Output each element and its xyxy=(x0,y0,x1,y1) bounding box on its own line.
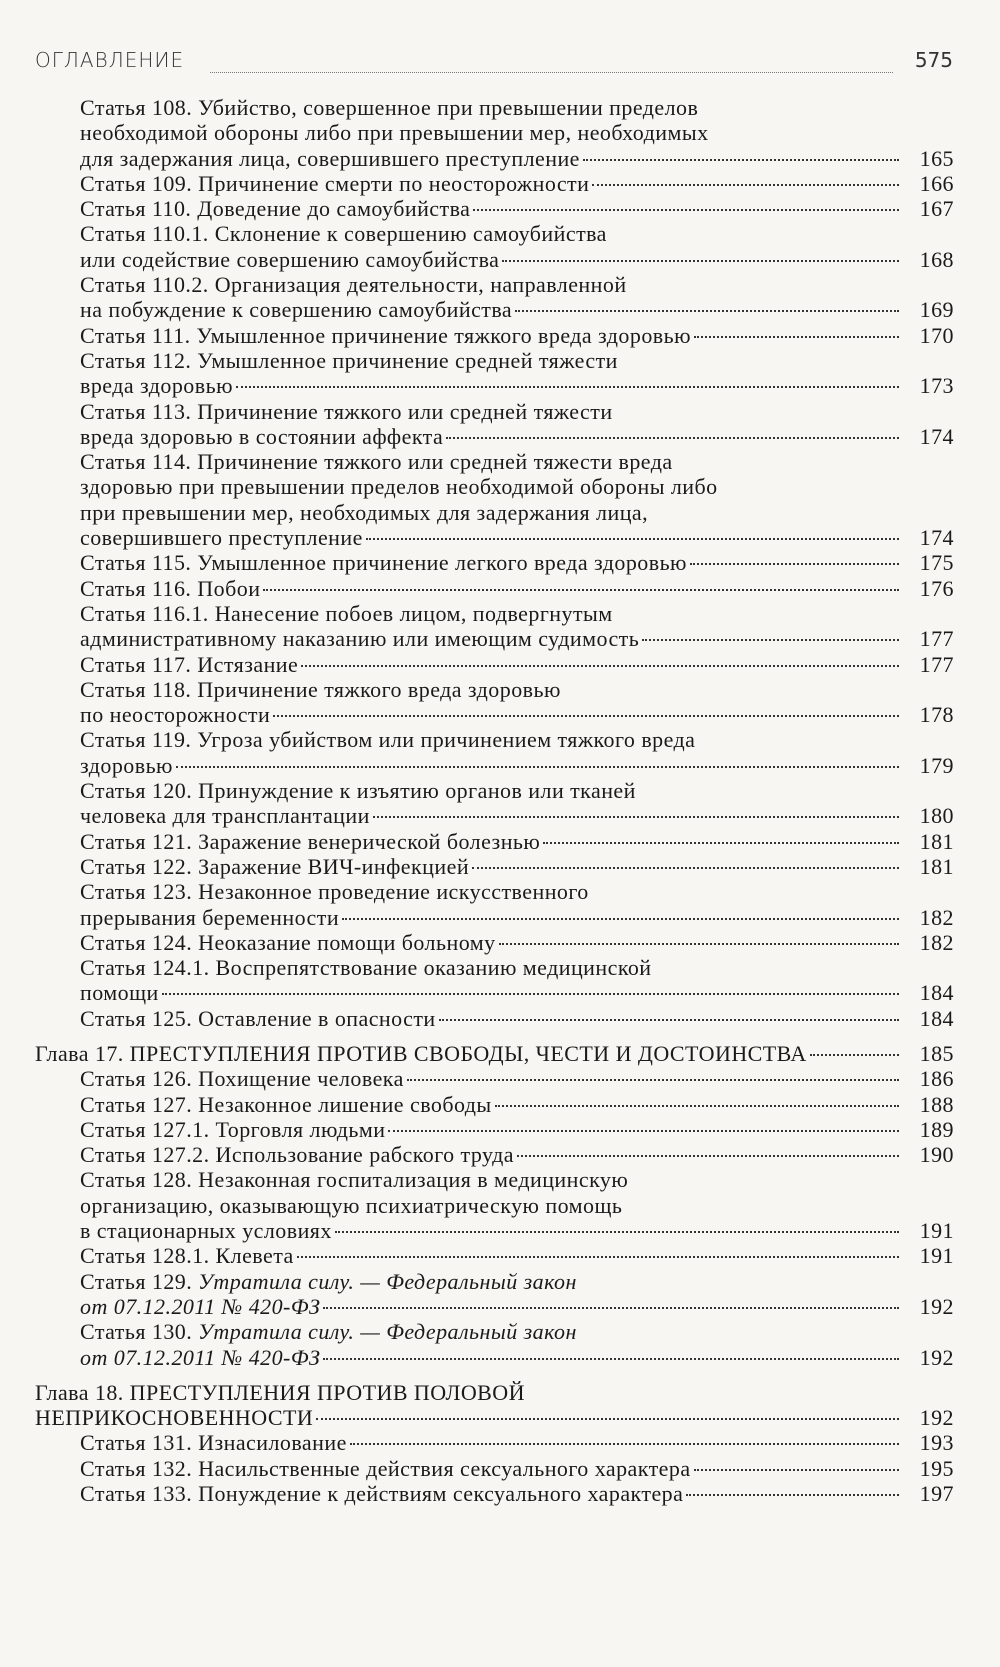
toc-article-entry[interactable] xyxy=(80,348,954,399)
toc-entry-text: Статья 109. Причинение смерти по неосторожности xyxy=(80,170,590,196)
dot-leader xyxy=(162,993,899,995)
toc-chapter-entry[interactable] xyxy=(35,1041,954,1066)
toc-entry-text: Статья 110.1. Склонение к совершению самоубийства xyxy=(80,221,607,247)
toc-entry-text: от 07.12.2011 № 420-ФЗ xyxy=(80,1293,321,1319)
toc-article-entry[interactable] xyxy=(80,1066,954,1091)
toc-entry-text: Статья 115. Умышленное причинение легкого вреда здоровью xyxy=(80,550,687,576)
toc-page-number: 186 xyxy=(919,1066,954,1092)
toc-entry-text: здоровью xyxy=(80,752,173,778)
toc-entry-line xyxy=(80,1193,902,1218)
toc-entry-text: прерывания беременности xyxy=(80,904,340,930)
toc-article-entry[interactable] xyxy=(80,1167,954,1243)
toc-page-number: 166 xyxy=(919,170,954,196)
toc-entry-line xyxy=(80,500,902,525)
toc-article-entry[interactable] xyxy=(80,930,954,955)
toc-entry-line xyxy=(80,348,902,373)
toc-entry-text: Статья 124.1. Воспрепятствование оказанию медицинской xyxy=(80,955,652,981)
toc-entry-text: Статья 110.2. Организация деятельности, направленной xyxy=(80,272,627,298)
toc-entry-line xyxy=(80,930,902,955)
toc-page-number: 174 xyxy=(919,525,954,551)
toc-entry-line xyxy=(80,601,902,626)
dot-leader xyxy=(316,1418,899,1420)
dot-leader xyxy=(301,665,899,667)
toc-entry-text: Глава 17. ПРЕСТУПЛЕНИЯ ПРОТИВ СВОБОДЫ, ЧЕСТИ И ДОСТОИНСТВА xyxy=(35,1040,807,1066)
toc-entry-text: административному наказанию или имеющим судимость xyxy=(80,626,640,652)
toc-article-entry[interactable] xyxy=(80,171,954,196)
toc-article-entry[interactable] xyxy=(80,399,954,450)
toc-entry-text: Статья 132. Насильственные действия сексуального характера xyxy=(80,1455,691,1481)
toc-entry-text: Статья 110. Доведение до самоубийства xyxy=(80,196,471,222)
dot-leader xyxy=(694,1469,899,1471)
toc-entry-text: Утратила силу. — Федеральный закон xyxy=(198,1319,577,1345)
toc-page-number: 188 xyxy=(919,1091,954,1117)
toc-article-entry[interactable] xyxy=(80,1092,954,1117)
page-header xyxy=(35,44,953,80)
dot-leader xyxy=(176,766,899,768)
dot-leader xyxy=(543,842,899,844)
toc-article-entry[interactable] xyxy=(80,727,954,778)
toc-entry-text: НЕПРИКОСНОВЕННОСТИ xyxy=(35,1405,314,1431)
toc-entry-line xyxy=(80,955,902,980)
toc-entry-line xyxy=(80,1481,902,1506)
toc-page-number: 169 xyxy=(919,297,954,323)
toc-entry-line xyxy=(35,1380,902,1405)
toc-page-number: 191 xyxy=(919,1243,954,1269)
toc-entry-line xyxy=(80,803,902,828)
toc-chapter-entry[interactable] xyxy=(35,1380,954,1431)
toc-entry-line xyxy=(80,95,902,120)
toc-entry-text: Статья 119. Угроза убийством или причинением тяжкого вреда xyxy=(80,727,696,753)
toc-article-entry[interactable] xyxy=(80,550,954,575)
toc-entry-line xyxy=(80,474,902,499)
table-of-contents xyxy=(0,95,1000,1506)
toc-page-number: 192 xyxy=(919,1405,954,1431)
toc-article-entry[interactable] xyxy=(80,221,954,272)
toc-entry-line xyxy=(80,753,902,778)
dot-leader xyxy=(642,639,899,641)
toc-article-entry[interactable] xyxy=(80,652,954,677)
dot-leader xyxy=(810,1054,899,1056)
toc-entry-text: Статья 112. Умышленное причинение средней тяжести xyxy=(80,347,618,373)
toc-entry-text: Статья 120. Принуждение к изъятию органов или тканей xyxy=(80,778,636,804)
toc-page-number: 177 xyxy=(919,626,954,652)
toc-entry-line xyxy=(80,980,902,1005)
toc-article-entry[interactable] xyxy=(80,1117,954,1142)
toc-entry-text: Статья 126. Похищение человека xyxy=(80,1066,404,1092)
toc-page-number: 179 xyxy=(919,752,954,778)
toc-entry-text: человека для трансплантации xyxy=(80,803,370,829)
toc-page-number: 193 xyxy=(919,1430,954,1456)
toc-entry-text: Статья 123. Незаконное проведение искусственного xyxy=(80,879,589,905)
dot-leader xyxy=(473,209,899,211)
toc-page-number: 195 xyxy=(919,1455,954,1481)
toc-entry-text: Статья 121. Заражение венерической болезнью xyxy=(80,828,541,854)
toc-entry-line xyxy=(80,626,902,651)
toc-entry-line xyxy=(35,1405,902,1430)
toc-article-entry[interactable] xyxy=(80,272,954,323)
dot-leader xyxy=(342,918,899,920)
toc-entry-text: Статья 114. Причинение тяжкого или средней тяжести вреда xyxy=(80,449,673,475)
toc-entry-text: Статья 127.1. Торговля людьми xyxy=(80,1116,386,1142)
toc-article-entry[interactable] xyxy=(80,1142,954,1167)
toc-page-number: 191 xyxy=(919,1218,954,1244)
toc-entry-line xyxy=(80,1243,902,1268)
toc-page-number: 178 xyxy=(919,702,954,728)
chapter-spacer xyxy=(0,1031,1000,1041)
toc-article-entry[interactable] xyxy=(80,854,954,879)
toc-entry-text: совершившего преступление xyxy=(80,525,363,551)
toc-page-number: 181 xyxy=(919,853,954,879)
toc-entry-line xyxy=(80,1430,902,1455)
toc-page-number: 182 xyxy=(919,904,954,930)
toc-entry-line xyxy=(80,677,902,702)
toc-page-number: 197 xyxy=(919,1481,954,1507)
toc-entry-line xyxy=(80,1142,902,1167)
toc-page-number: 173 xyxy=(919,373,954,399)
toc-page-number: 176 xyxy=(919,575,954,601)
dot-leader xyxy=(592,184,899,186)
toc-article-entry[interactable] xyxy=(80,955,954,1006)
header-dotted-rule xyxy=(210,72,893,73)
dot-leader xyxy=(263,589,899,591)
toc-entry-line xyxy=(80,196,902,221)
toc-article-entry[interactable] xyxy=(80,829,954,854)
dot-leader xyxy=(323,1307,899,1309)
toc-entry-line xyxy=(80,1066,902,1091)
toc-entry-text: помощи xyxy=(80,980,159,1006)
toc-entry-text: Статья 122. Заражение ВИЧ-инфекцией xyxy=(80,853,470,879)
toc-entry-text: Утратила силу. — Федеральный закон xyxy=(198,1268,577,1294)
dot-leader xyxy=(690,563,899,565)
toc-entry-line xyxy=(80,727,902,752)
toc-entry-line xyxy=(80,449,902,474)
toc-article-entry[interactable] xyxy=(80,449,954,550)
toc-entry-text: организацию, оказывающую психиатрическую помощь xyxy=(80,1192,623,1218)
toc-entry-line xyxy=(80,146,902,171)
dot-leader xyxy=(502,260,899,262)
toc-entry-text: необходимой обороны либо при превышении мер, необходимых xyxy=(80,120,709,146)
toc-entry-text: Статья 117. Истязание xyxy=(80,651,299,677)
toc-page-number: 174 xyxy=(919,423,954,449)
toc-article-entry[interactable] xyxy=(80,879,954,930)
toc-entry-text: от 07.12.2011 № 420-ФЗ xyxy=(80,1344,321,1370)
toc-article-entry[interactable] xyxy=(80,601,954,652)
toc-entry-text: здоровью при превышении пределов необходимой обороны либо xyxy=(80,474,718,500)
dot-leader xyxy=(439,1019,899,1021)
toc-entry-text: при превышении мер, необходимых для задержания лица, xyxy=(80,499,649,525)
toc-entry-line xyxy=(80,297,902,322)
dot-leader xyxy=(335,1231,899,1233)
toc-entry-line xyxy=(80,778,902,803)
toc-entry-line xyxy=(80,1092,902,1117)
dot-leader xyxy=(273,715,899,717)
toc-page-number: 189 xyxy=(919,1116,954,1142)
dot-leader xyxy=(472,867,899,869)
toc-entry-prefix: Статья 130. xyxy=(80,1319,199,1345)
toc-page-number: 180 xyxy=(919,803,954,829)
toc-entry-line xyxy=(80,323,902,348)
toc-entry-line xyxy=(80,399,902,424)
toc-entry-line xyxy=(80,879,902,904)
toc-entry-text: Статья 116. Побои xyxy=(80,575,261,601)
toc-page-number: 168 xyxy=(919,246,954,272)
toc-page-number: 165 xyxy=(919,145,954,171)
toc-entry-line xyxy=(80,550,902,575)
toc-page-number: 190 xyxy=(919,1142,954,1168)
toc-page-number: 177 xyxy=(919,651,954,677)
toc-article-entry[interactable] xyxy=(80,1269,954,1320)
page-number: 575 xyxy=(914,48,953,72)
toc-entry-line xyxy=(80,854,902,879)
dot-leader xyxy=(517,1155,899,1157)
toc-entry-line xyxy=(80,1269,902,1294)
toc-entry-line xyxy=(80,247,902,272)
toc-article-entry[interactable] xyxy=(80,1430,954,1455)
dot-leader xyxy=(515,310,899,312)
toc-entry-text: вреда здоровью xyxy=(80,373,233,399)
toc-entry-text: для задержания лица, совершившего преступление xyxy=(80,145,580,171)
toc-entry-line xyxy=(80,272,902,297)
dot-leader xyxy=(499,943,899,945)
toc-entry-line xyxy=(80,1294,902,1319)
toc-page-number: 167 xyxy=(919,196,954,222)
toc-entry-text: Статья 118. Причинение тяжкого вреда здоровью xyxy=(80,676,561,702)
dot-leader xyxy=(694,336,899,338)
toc-entry-text: вреда здоровью в состоянии аффекта xyxy=(80,423,444,449)
toc-entry-text: на побуждение к совершению самоубийства xyxy=(80,297,513,323)
toc-entry-line xyxy=(80,652,902,677)
dot-leader xyxy=(236,386,899,388)
toc-entry-text: Статья 113. Причинение тяжкого или средней тяжести xyxy=(80,398,613,424)
toc-entry-text: Статья 133. Понуждение к действиям сексуального характера xyxy=(80,1481,684,1507)
dot-leader xyxy=(446,437,899,439)
toc-entry-line xyxy=(80,1218,902,1243)
dot-leader xyxy=(583,159,899,161)
toc-entry-text: Статья 128. Незаконная госпитализация в медицинскую xyxy=(80,1167,629,1193)
toc-article-entry[interactable] xyxy=(80,323,954,348)
toc-entry-line xyxy=(80,905,902,930)
toc-entry-line xyxy=(80,576,902,601)
toc-entry-line xyxy=(35,1041,902,1066)
toc-article-entry[interactable] xyxy=(80,1456,954,1481)
toc-page-number: 192 xyxy=(919,1344,954,1370)
toc-page-number: 192 xyxy=(919,1293,954,1319)
toc-page-number: 182 xyxy=(919,929,954,955)
toc-entry-text: в стационарных условиях xyxy=(80,1218,332,1244)
chapter-spacer xyxy=(0,1370,1000,1380)
toc-entry-line xyxy=(80,702,902,727)
toc-entry-text: Статья 111. Умышленное причинение тяжкого вреда здоровью xyxy=(80,322,691,348)
dot-leader xyxy=(388,1130,899,1132)
toc-entry-line xyxy=(80,221,902,246)
toc-article-entry[interactable] xyxy=(80,1481,954,1506)
toc-page-number: 184 xyxy=(919,1005,954,1031)
toc-entry-line xyxy=(80,1006,902,1031)
toc-article-entry[interactable] xyxy=(80,1319,954,1370)
dot-leader xyxy=(323,1358,899,1360)
toc-entry-text: Глава 18. ПРЕСТУПЛЕНИЯ ПРОТИВ ПОЛОВОЙ xyxy=(35,1379,525,1405)
toc-entry-line xyxy=(80,829,902,854)
toc-entry-line xyxy=(80,373,902,398)
toc-entry-text: Статья 108. Убийство, совершенное при превышении пределов xyxy=(80,95,699,120)
toc-entry-text: Статья 127.2. Использование рабского труда xyxy=(80,1142,514,1168)
toc-page-number: 175 xyxy=(919,550,954,576)
dot-leader xyxy=(495,1105,899,1107)
toc-entry-line xyxy=(80,1117,902,1142)
toc-article-entry[interactable] xyxy=(80,576,954,601)
toc-page-number: 184 xyxy=(919,980,954,1006)
toc-entry-text: Статья 124. Неоказание помощи больному xyxy=(80,929,496,955)
running-title: ОГЛАВЛЕНИЕ xyxy=(35,48,185,72)
toc-entry-line xyxy=(80,1456,902,1481)
toc-article-entry[interactable] xyxy=(80,196,954,221)
toc-entry-prefix: Статья 129. xyxy=(80,1268,199,1294)
toc-entry-text: Статья 131. Изнасилование xyxy=(80,1430,347,1456)
toc-entry-text: по неосторожности xyxy=(80,702,271,728)
toc-article-entry[interactable] xyxy=(80,95,954,171)
dot-leader xyxy=(407,1079,899,1081)
dot-leader xyxy=(686,1494,899,1496)
dot-leader xyxy=(366,538,899,540)
toc-entry-line xyxy=(80,1319,902,1344)
dot-leader xyxy=(373,816,899,818)
toc-entry-line xyxy=(80,1345,902,1370)
toc-article-entry[interactable] xyxy=(80,677,954,728)
toc-entry-text: Статья 128.1. Клевета xyxy=(80,1243,294,1269)
toc-page-number: 185 xyxy=(919,1040,954,1066)
toc-page-number: 181 xyxy=(919,828,954,854)
toc-article-entry[interactable] xyxy=(80,778,954,829)
toc-entry-text: Статья 116.1. Нанесение побоев лицом, подвергнутым xyxy=(80,600,613,626)
toc-entry-line xyxy=(80,424,902,449)
toc-entry-text: Статья 127. Незаконное лишение свободы xyxy=(80,1091,492,1117)
dot-leader xyxy=(297,1256,899,1258)
toc-entry-line xyxy=(80,1167,902,1192)
toc-article-entry[interactable] xyxy=(80,1006,954,1031)
toc-entry-line xyxy=(80,120,902,145)
toc-article-entry[interactable] xyxy=(80,1243,954,1268)
toc-page-number: 170 xyxy=(919,322,954,348)
dot-leader xyxy=(350,1443,899,1445)
toc-entry-text: Статья 125. Оставление в опасности xyxy=(80,1005,436,1031)
toc-entry-line xyxy=(80,525,902,550)
toc-entry-text: или содействие совершению самоубийства xyxy=(80,246,500,272)
toc-entry-line xyxy=(80,171,902,196)
